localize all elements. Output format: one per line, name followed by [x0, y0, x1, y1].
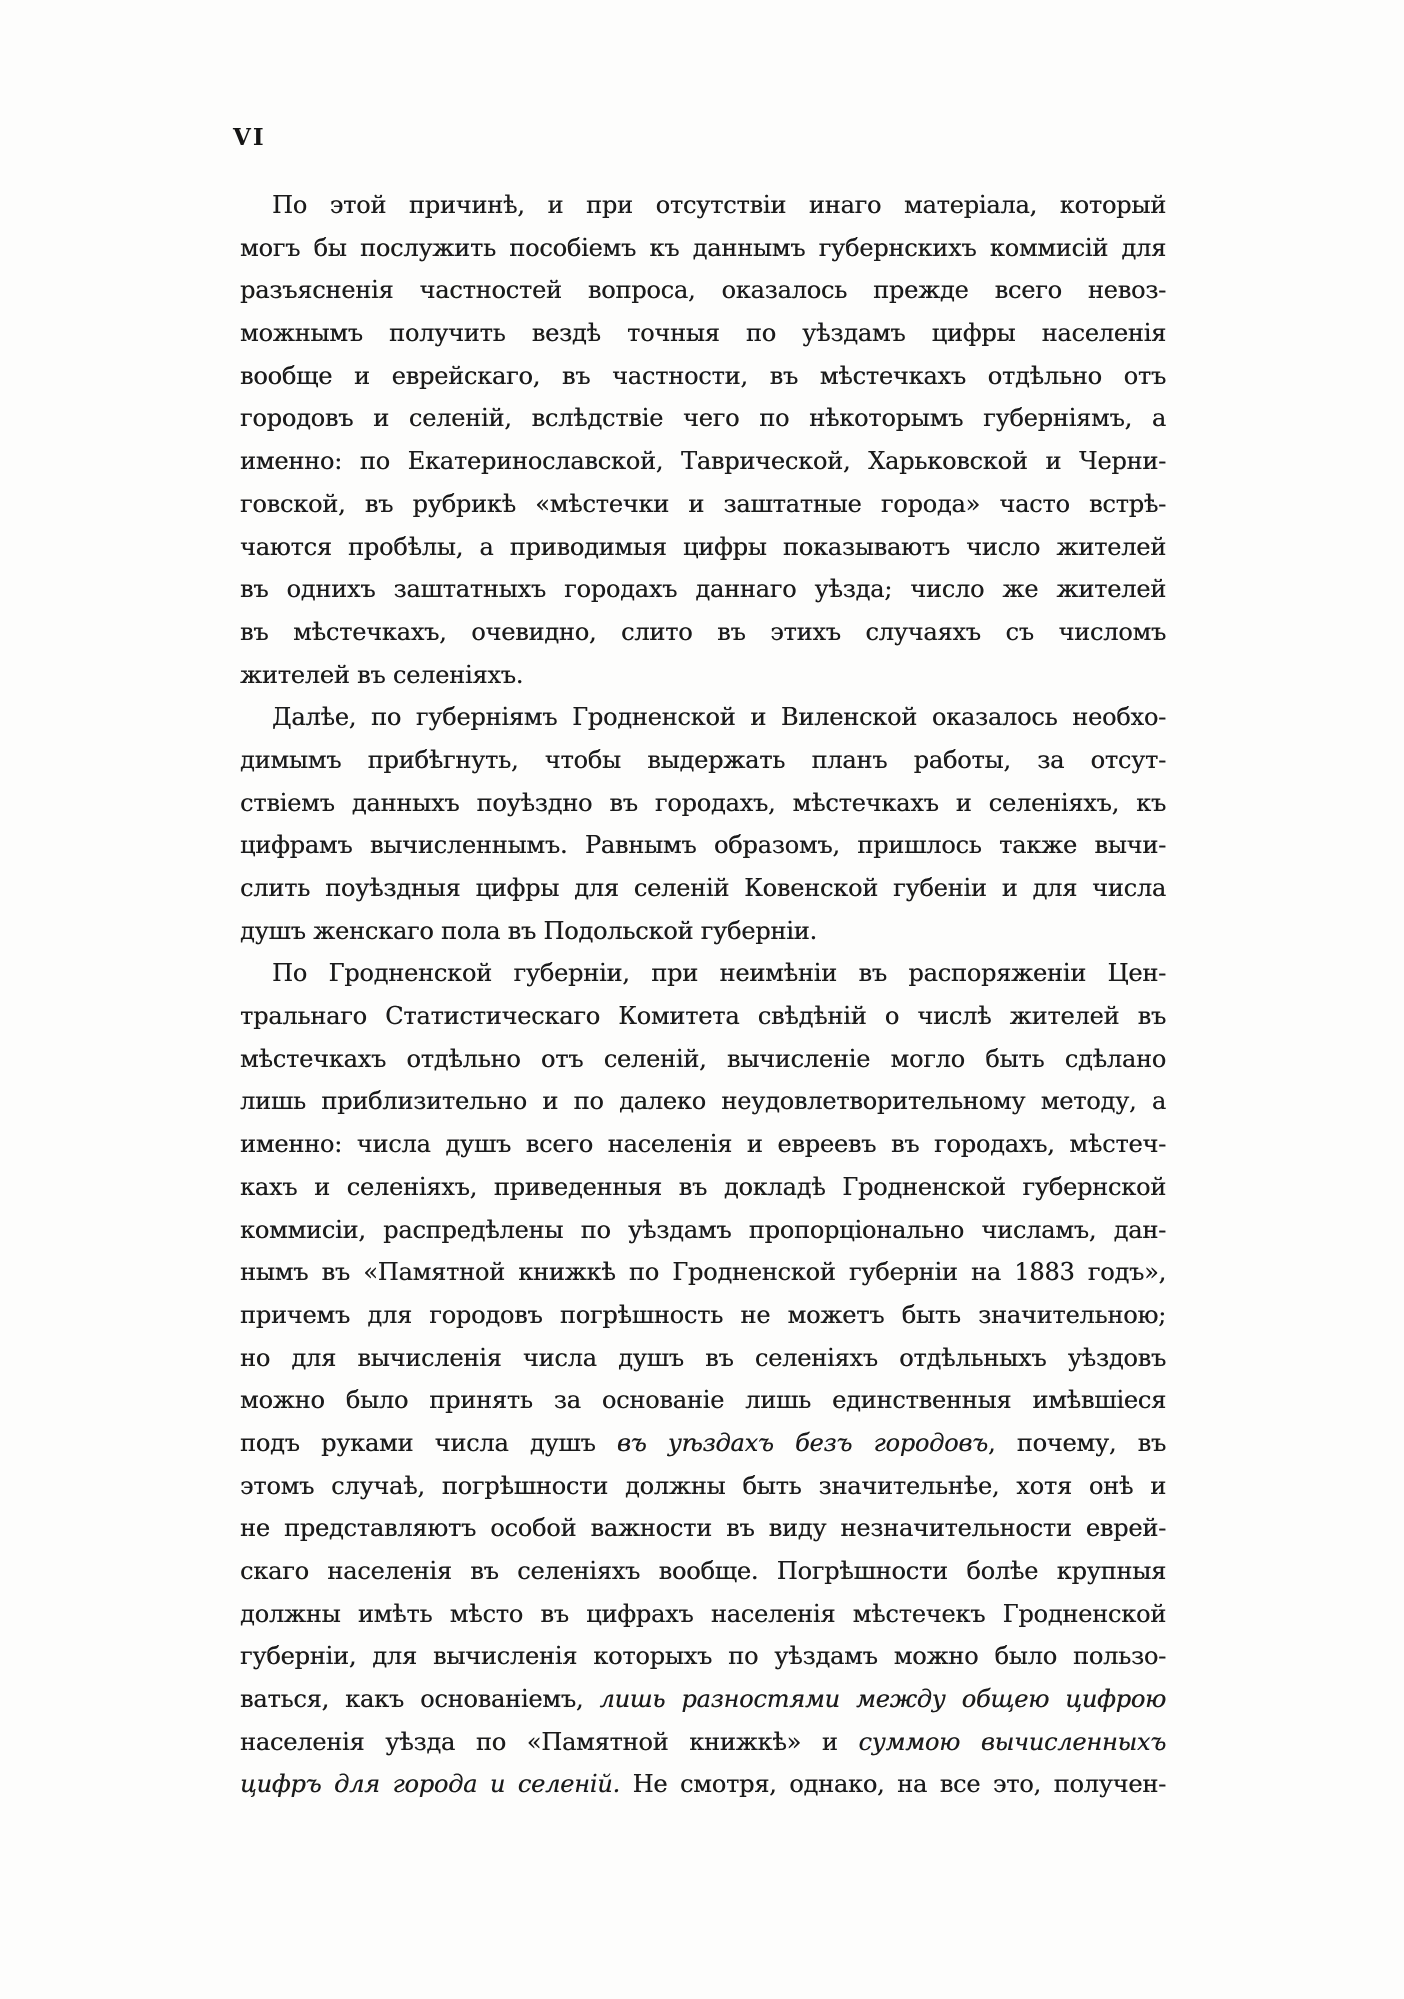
- text-segment: но для вычисленія числа душъ въ селеніяхъ отдѣльныхъ уѣздовъ: [240, 1343, 1166, 1372]
- text-line: [240, 1678, 1166, 1721]
- text-segment: губерніи, для вычисленія которыхъ по уѣздамъ можно было пользо-: [240, 1642, 1166, 1671]
- text-segment: , почему, въ: [987, 1428, 1166, 1457]
- text-segment: ствіемъ данныхъ поуѣздно въ городахъ, мѣстечкахъ и селеніяхъ, къ: [240, 788, 1166, 817]
- text-segment: По этой причинѣ, и при отсутствіи инаго матеріала, который: [272, 191, 1166, 219]
- text-segment: причемъ для городовъ погрѣшность не можетъ быть значительною;: [240, 1300, 1166, 1329]
- text-line: [240, 269, 1166, 312]
- text-line: [240, 654, 1166, 697]
- text-segment: кахъ и селеніяхъ, приведенныя въ докладѣ Гродненской губернской: [240, 1172, 1166, 1201]
- paragraph: [240, 952, 1166, 1806]
- text-line: [240, 696, 1166, 739]
- text-line: [240, 312, 1166, 355]
- text-segment: вообще и еврейскаго, въ частности, въ мѣстечкахъ отдѣльно отъ: [240, 361, 1166, 390]
- text-line: [240, 1593, 1166, 1636]
- text-segment: именно: числа душъ всего населенія и евреевъ въ городахъ, мѣстеч-: [240, 1130, 1166, 1159]
- text-line: [240, 1763, 1166, 1806]
- text-segment: цифрамъ вычисленнымъ. Равнымъ образомъ, пришлось также вычи-: [240, 831, 1166, 860]
- text-segment: не представляютъ особой важности въ виду незначительности еврей-: [240, 1514, 1166, 1543]
- text-line: [240, 1209, 1166, 1252]
- text-line: [240, 1080, 1166, 1123]
- text-line: [240, 1123, 1166, 1166]
- paragraph: [240, 184, 1166, 696]
- text-line: [240, 739, 1166, 782]
- text-segment: нымъ въ «Памятной книжкѣ по Гродненской губерніи на 1883 годъ»,: [240, 1258, 1166, 1287]
- text-line: [240, 227, 1166, 270]
- text-line: [240, 1251, 1166, 1294]
- text-segment: говской, въ рубрикѣ «мѣстечки и заштатные города» часто встрѣ-: [240, 489, 1166, 518]
- text-segment-italic: суммою вычисленныхъ: [858, 1727, 1166, 1756]
- text-segment: коммисіи, распредѣлены по уѣздамъ пропорціонально числамъ, дан-: [240, 1215, 1166, 1244]
- text-segment: димымъ прибѣгнуть, чтобы выдержать планъ работы, за отсут-: [240, 745, 1166, 774]
- text-line: [240, 440, 1166, 483]
- text-segment: жителей въ селеніяхъ.: [240, 660, 524, 689]
- text-line: [240, 184, 1166, 227]
- text-line: [240, 1337, 1166, 1380]
- text-segment: этомъ случаѣ, погрѣшности должны быть значительнѣе, хотя онѣ и: [240, 1471, 1166, 1500]
- text-line: [240, 824, 1166, 867]
- text-line: [240, 1166, 1166, 1209]
- text-segment: можнымъ получить вездѣ точныя по уѣздамъ цифры населенія: [240, 319, 1166, 348]
- paragraph: [240, 696, 1166, 952]
- text-segment: чаются пробѣлы, а приводимыя цифры показываютъ число жителей: [240, 532, 1166, 561]
- text-segment: подъ руками числа душъ: [240, 1428, 617, 1457]
- text-line: [240, 1635, 1166, 1678]
- text-segment: скаго населенія въ селеніяхъ вообще. Погрѣшности болѣе крупныя: [240, 1557, 1166, 1585]
- text-line: [240, 1721, 1166, 1764]
- text-line: [240, 483, 1166, 526]
- text-line: [240, 782, 1166, 825]
- text-segment: Не смотря, однако, на все это, получен-: [619, 1770, 1166, 1799]
- text-segment: слить поуѣздныя цифры для селеній Ковенской губеніи и для числа: [240, 874, 1166, 902]
- text-line: [240, 526, 1166, 569]
- text-segment: ваться, какъ основаніемъ,: [240, 1685, 600, 1714]
- text-segment: тральнаго Статистическаго Комитета свѣдѣній о числѣ жителей въ: [240, 1002, 1166, 1031]
- text-segment: По Гродненской губерніи, при неимѣніи въ распоряженіи Цен-: [272, 959, 1166, 988]
- page-text-block: [240, 184, 1166, 1806]
- text-line: [240, 355, 1166, 398]
- text-segment: Далѣе, по губерніямъ Гродненской и Виленской оказалось необхо-: [272, 703, 1166, 732]
- text-line: [240, 397, 1166, 440]
- text-segment: именно: по Екатеринославской, Таврической, Харьковской и Черни-: [240, 447, 1166, 476]
- text-segment: можно было принять за основаніе лишь единственныя имѣвшіеся: [240, 1386, 1166, 1415]
- text-line: [240, 1379, 1166, 1422]
- text-line: [240, 1294, 1166, 1337]
- text-segment: населенія уѣзда по «Памятной книжкѣ» и: [240, 1727, 859, 1756]
- text-line: [240, 995, 1166, 1038]
- text-segment: лишь приблизительно и по далеко неудовлетворительному методу, а: [240, 1087, 1166, 1116]
- text-segment-italic: въ уѣздахъ безъ городовъ: [616, 1428, 988, 1457]
- text-segment: въ мѣстечкахъ, очевидно, слито въ этихъ случаяхъ съ числомъ: [240, 617, 1166, 646]
- text-segment-italic: цифръ для города и селеній.: [240, 1770, 620, 1799]
- page-number: VI: [233, 124, 266, 151]
- text-segment: городовъ и селеній, вслѣдствіе чего по нѣкоторымъ губерніямъ, а: [240, 404, 1166, 433]
- text-segment: мѣстечкахъ отдѣльно отъ селеній, вычисленіе могло быть сдѣлано: [240, 1044, 1166, 1073]
- text-segment: душъ женскаго пола въ Подольской губерніи.: [240, 916, 817, 945]
- text-segment: должны имѣть мѣсто въ цифрахъ населенія мѣстечекъ Гродненской: [240, 1599, 1166, 1628]
- text-line: [240, 910, 1166, 953]
- text-line: [240, 1465, 1166, 1508]
- text-line: [240, 1422, 1166, 1465]
- text-line: [240, 1507, 1166, 1550]
- text-segment: могъ бы послужить пособіемъ къ даннымъ губернскихъ коммисій для: [240, 233, 1166, 262]
- text-line: [240, 1550, 1166, 1593]
- text-segment-italic: лишь разностями между общею цифрою: [599, 1685, 1166, 1714]
- text-line: [240, 1038, 1166, 1081]
- text-line: [240, 611, 1166, 654]
- text-line: [240, 952, 1166, 995]
- text-line: [240, 568, 1166, 611]
- text-segment: разъясненія частностей вопроса, оказалось прежде всего невоз-: [240, 276, 1166, 305]
- text-line: [240, 867, 1166, 910]
- text-segment: въ однихъ заштатныхъ городахъ даннаго уѣзда; число же жителей: [240, 575, 1166, 604]
